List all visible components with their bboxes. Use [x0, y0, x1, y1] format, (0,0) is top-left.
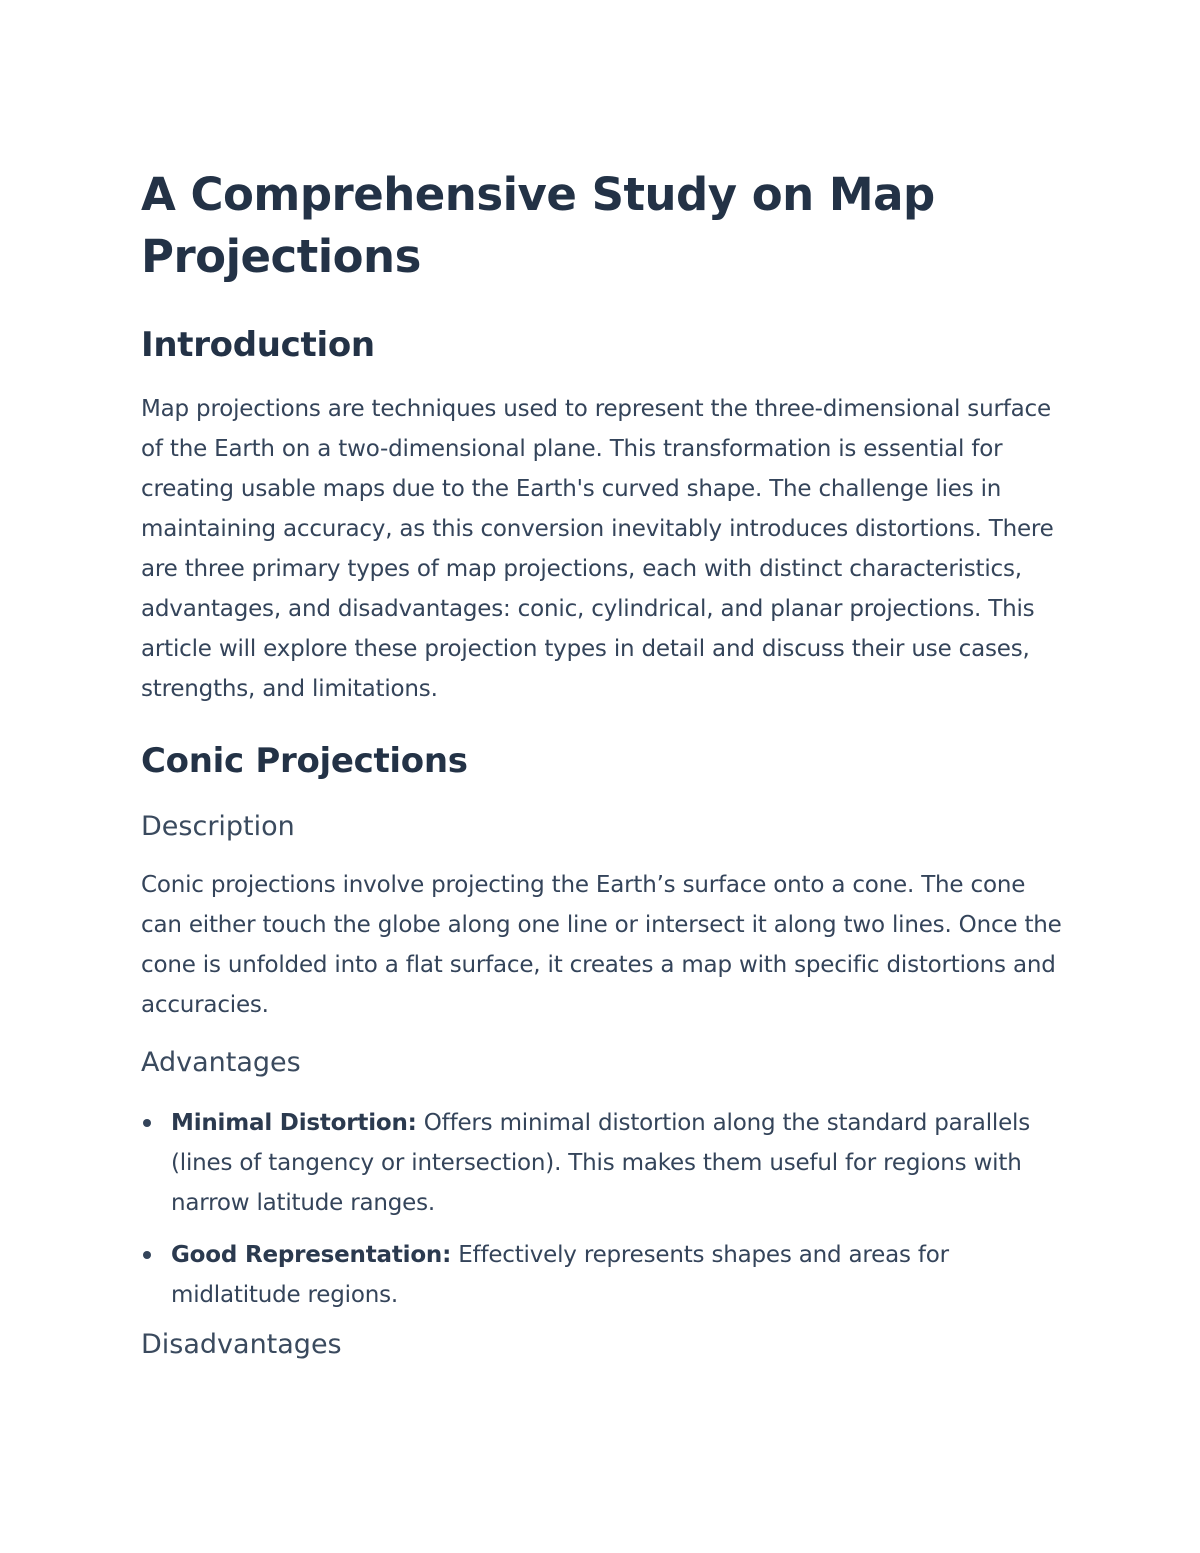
advantage-term: Good Representation:	[171, 1242, 452, 1268]
introduction-heading: Introduction	[141, 325, 375, 365]
bullet-icon	[143, 1119, 151, 1127]
document-page	[141, 164, 1066, 1363]
bullet-icon	[143, 1251, 151, 1259]
description-paragraph: Conic projections involve projecting the Earth’s surface onto a cone. The cone can either touch the globe along one line or intersect it along two lines. Once the cone is unfolded into a flat surface, it creates a map with specific distortions and accuracies.	[141, 872, 1062, 1018]
advantages-heading: Advantages	[141, 1047, 301, 1078]
advantage-text: Effectively represents shapes and areas for midlatitude regions.	[171, 1242, 949, 1308]
advantage-item-minimal-distortion	[141, 1103, 1066, 1223]
advantages-list	[141, 1103, 1066, 1315]
introduction-paragraph: Map projections are techniques used to represent the three-dimensional surface of the Earth on a two-dimensional plane. This transformation is essential for creating usable maps due to the Earth's curved shape. The challenge lies in maintaining accuracy, as this conversion inevitably introduces distortions. There are three primary types of map projections, each with distinct characteristics, advantages, and disadvantages: conic, cylindrical, and planar projections. This article will explore these projection types in detail and discuss their use cases, strengths, and limitations.	[141, 396, 1054, 702]
document-title: A Comprehensive Study on Map Projections	[141, 168, 935, 283]
advantage-text: Offers minimal distortion along the standard parallels (lines of tangency or intersection). This makes them useful for regions with narrow latitude ranges.	[171, 1110, 1031, 1216]
conic-projections-heading: Conic Projections	[141, 741, 468, 781]
advantage-term: Minimal Distortion:	[171, 1110, 417, 1136]
description-heading: Description	[141, 811, 295, 842]
advantage-item-good-representation	[141, 1235, 1066, 1315]
disadvantages-heading: Disadvantages	[141, 1329, 342, 1360]
